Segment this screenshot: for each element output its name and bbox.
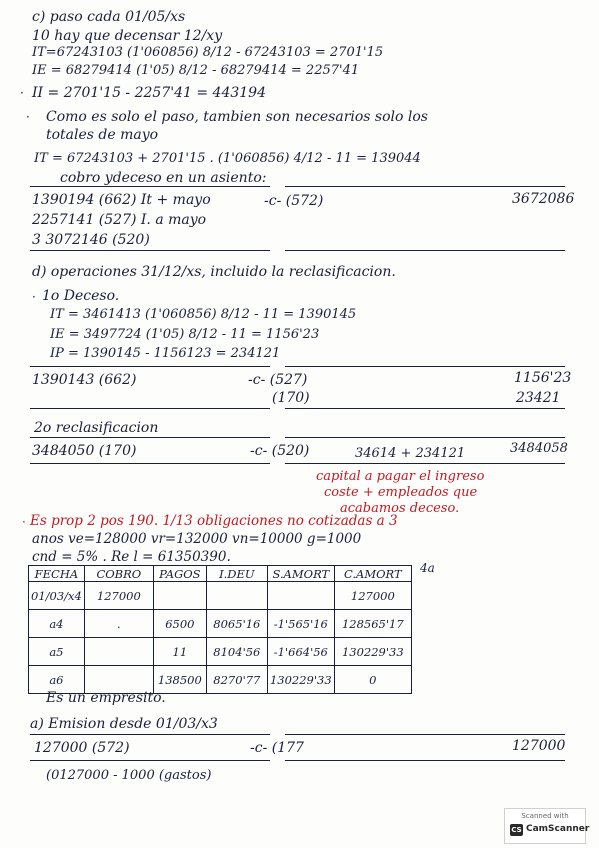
table-cell [153,582,206,610]
bullet: · [26,110,30,124]
journal-rule [285,437,565,438]
section-d-line-2: IT = 3461413 (1'060856) 8/12 - 11 = 1390145 [50,307,357,322]
table-row [29,610,412,638]
journal-rule [30,186,270,187]
section-c-line-6: totales de mayo [46,127,159,143]
section-d-entry-amount-2: 23421 [516,390,561,406]
journal-rule [30,734,270,735]
section-e-line-1: Es prop 2 pos 190. 1/13 obligaciones no cotizadas a 3 [30,513,398,529]
table-cell: . [84,610,153,638]
table-cell: 6500 [153,610,206,638]
journal-rule [285,463,565,464]
section-c-entry-left-2: 2257141 (527) I. a mayo [32,212,207,228]
reclassification-note-2: coste + empleados que [324,485,478,500]
reclassification-note-1: capital a pagar el ingreso [316,469,485,484]
table-cell: a4 [29,610,85,638]
section-c-entry-amount-1: 3672086 [512,191,575,207]
reclassification-title: 2o reclasificacion [34,420,159,436]
section-e-after-table: Es un empresito. [46,690,166,706]
table-header: S.AMORT [267,566,334,582]
journal-rule [30,437,270,438]
section-e-side-mark: 4a [420,561,435,575]
table-cell: 8065'16 [206,610,267,638]
table-cell: 8104'56 [206,638,267,666]
table-cell: 127000 [84,582,153,610]
section-c-title: c) paso cada 01/05/xs [32,9,186,25]
amortization-table [28,565,412,694]
table-header: C.AMORT [334,566,411,582]
section-d-line-4: IP = 1390145 - 1156123 = 234121 [50,346,281,361]
reclassification-right: -c- (520) [250,443,310,459]
section-e-part-a-title: a) Emision desde 01/03/x3 [30,716,218,732]
section-d-entry-amount-1: 1156'23 [514,370,572,386]
section-c-line-3: IE = 68279414 (1'05) 8/12 - 68279414 = 2257'41 [32,63,360,78]
section-c-entry-left-1: 1390194 (662) It + mayo [32,192,211,208]
table-cell: 130229'33 [334,638,411,666]
reclassification-formula: 34614 + 234121 [355,446,466,461]
section-c-entry-right-1: -c- (572) [264,193,324,209]
section-d-line-3: IE = 3497724 (1'05) 8/12 - 11 = 1156'23 [50,327,320,342]
section-c-line-5: Como es solo el paso, tambien son necesarios solo los [46,109,428,125]
table-row [29,582,412,610]
table-header: I.DEU [206,566,267,582]
table-cell [84,638,153,666]
section-d-entry-right-1: -c- (527) [248,372,308,388]
table-cell: 0 [334,666,411,694]
camscanner-name: CamScanner [526,824,590,834]
section-e-line-2: anos ve=128000 vr=132000 vn=10000 g=1000 [32,531,362,547]
table-cell: -1'565'16 [267,610,334,638]
section-d-title: d) operaciones 31/12/xs, incluido la reclasificacion. [32,264,396,280]
section-c-line-1: 10 hay que decensar 12/xy [32,28,223,44]
section-c-line-8: cobro ydeceso en un asiento: [60,170,267,186]
section-c-line-4: II = 2701'15 - 2257'41 = 443194 [32,85,266,101]
table-cell: 130229'33 [267,666,334,694]
table-cell [206,582,267,610]
table-cell: 127000 [334,582,411,610]
journal-rule [285,366,565,367]
table-cell: 8270'77 [206,666,267,694]
bullet: · [32,290,36,304]
camscanner-badge [504,808,590,844]
journal-rule [285,250,565,251]
section-c-line-2: IT=67243103 (1'060856) 8/12 - 67243103 = 2701'15 [32,45,384,60]
table-cell: 128565'17 [334,610,411,638]
reclassification-note-3: acabamos deceso. [340,501,460,516]
scanned-with-label: Scanned with [521,812,569,820]
bullet: · [22,515,26,529]
journal-rule [285,186,565,187]
table-cell: a5 [29,638,85,666]
section-d-line-1: 1o Deceso. [42,288,120,304]
journal-rule [30,250,270,251]
section-e-entry-right: -c- (177 [250,740,304,756]
table-row [29,638,412,666]
journal-rule [285,408,565,409]
journal-rule [30,760,270,761]
reclassification-left: 3484050 (170) [32,443,137,459]
section-e-line-3: cnd = 5% . Re l = 61350390. [32,549,231,565]
table-cell: a6 [29,666,85,694]
journal-rule [30,463,270,464]
table-header: PAGOS [153,566,206,582]
table-cell: 01/03/x4 [29,582,85,610]
section-c-entry-left-3: 3 3072146 (520) [32,232,150,248]
table-header: FECHA [29,566,85,582]
bullet: · [20,86,24,100]
table-header-row [29,566,412,582]
journal-rule [285,760,565,761]
journal-rule [30,408,270,409]
table-cell: 11 [153,638,206,666]
section-d-entry-right-2: (170) [272,390,310,406]
camscanner-logo-icon: CS [511,826,522,834]
journal-rule [285,734,565,735]
section-e-entry-amount: 127000 [512,738,566,754]
table-cell: 138500 [153,666,206,694]
section-e-entry-sub: (0127000 - 1000 (gastos) [46,768,212,783]
table-cell: -1'664'56 [267,638,334,666]
section-e-entry-left: 127000 (572) [34,740,130,756]
section-c-line-7: IT = 67243103 + 2701'15 . (1'060856) 4/12 - 11 = 139044 [34,151,421,166]
table-header: COBRO [84,566,153,582]
journal-rule [30,366,270,367]
section-d-entry-left-1: 1390143 (662) [32,372,137,388]
reclassification-amount: 3484058 [510,441,568,456]
table-cell [267,582,334,610]
